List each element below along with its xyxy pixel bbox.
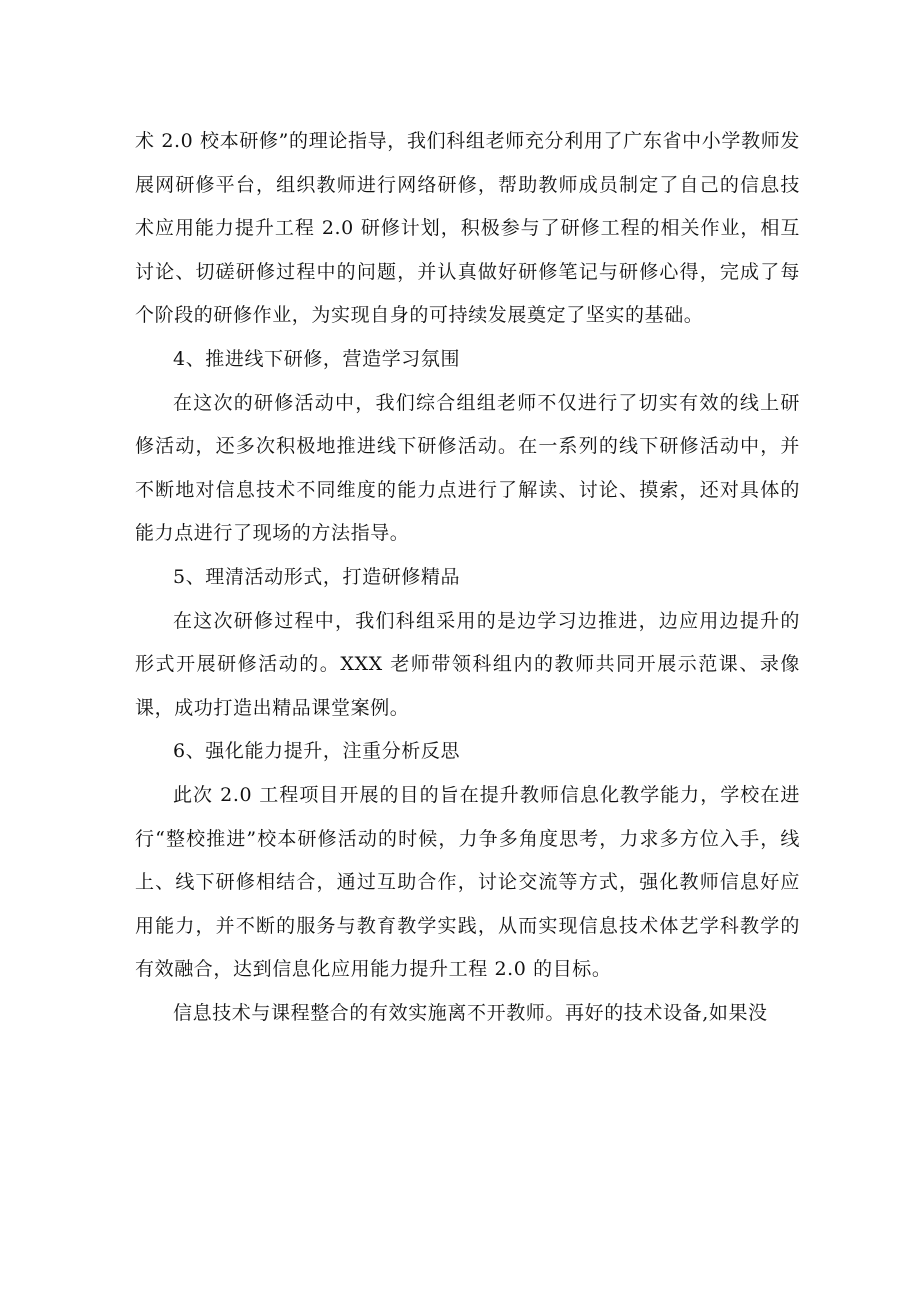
section-heading-6: 6、强化能力提升，注重分析反思: [173, 740, 461, 763]
section-heading-4: 4、推进线下研修，营造学习氛围: [173, 347, 461, 370]
document-body: [135, 120, 800, 1035]
paragraph-ability-improvement: 此次 2.0 工程项目开展的目的旨在提升教师信息化教学能力，学校在进行“整校推进”校本研修活动的时候，力争多角度思考，力求多方位入手，线上、线下研修相结合，通过互助合作，讨论交流等方式，强化教师信息好应用能力，并不断的服务与教育教学实践，从而实现信息技术体艺学科教学的有效融合，达到信息化应用能力提升工程 2.0 的目标。: [135, 783, 800, 981]
paragraph-offline-research: 在这次的研修活动中，我们综合组组老师不仅进行了切实有效的线上研修活动，还多次积极地推进线下研修活动。在一系列的线下研修活动中，并不断地对信息技术不同维度的能力点进行了解读、讨论、摸索，还对具体的能力点进行了现场的方法指导。: [135, 391, 800, 545]
paragraph-continuation: 术 2.0 校本研修”的理论指导，我们科组老师充分利用了广东省中小学教师发展网研修平台，组织教师进行网络研修，帮助教师成员制定了自己的信息技术应用能力提升工程 2.0 研修计划，积极参与了研修工程的相关作业，相互讨论、切磋研修过程中的问题，并认真做好研修笔记与研修心得，完成了每个阶段的研修作业，为实现自身的可持续发展奠定了坚实的基础。: [135, 130, 800, 327]
paragraph-teacher-integration: 信息技术与课程整合的有效实施离不开教师。再好的技术设备,如果没: [173, 1001, 768, 1024]
section-heading-5: 5、理清活动形式，打造研修精品: [173, 565, 461, 588]
paragraph-activity-form: 在这次研修过程中，我们科组采用的是边学习边推进，边应用边提升的形式开展研修活动的。XXX 老师带领科组内的教师共同开展示范课、录像课，成功打造出精品课堂案例。: [135, 609, 800, 719]
